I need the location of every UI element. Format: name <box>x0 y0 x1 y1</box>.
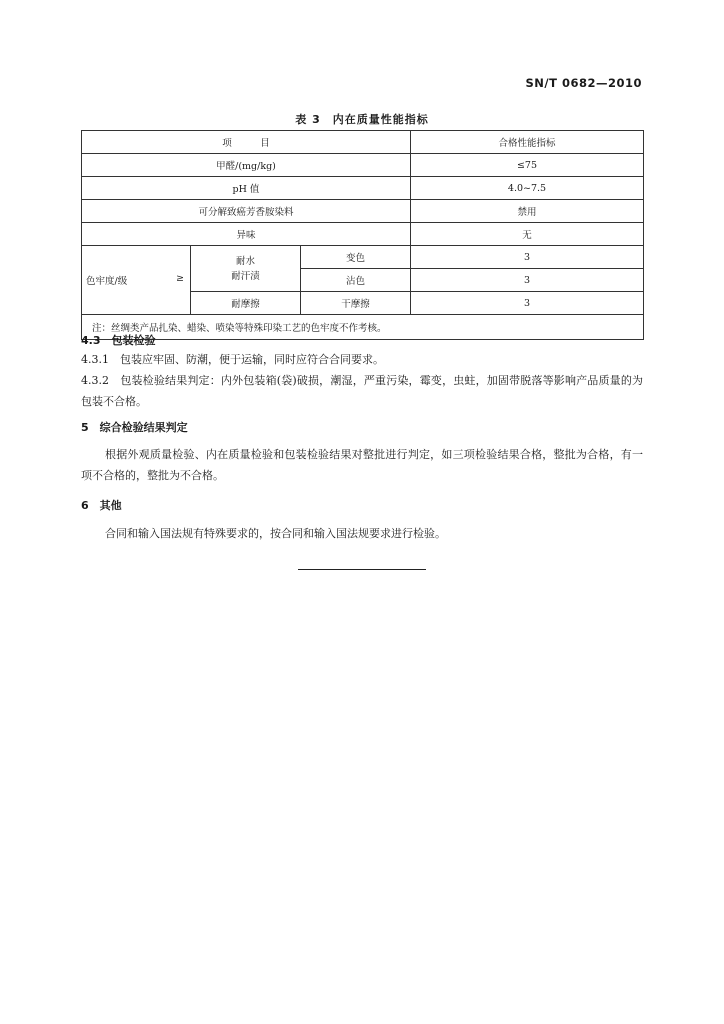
fastness-sub: 沾色 <box>301 269 411 292</box>
table-row <box>82 154 644 177</box>
table-row <box>82 177 644 200</box>
table-row <box>82 246 644 269</box>
row-value: 禁用 <box>411 200 644 223</box>
standard-number: SN/T 0682—2010 <box>525 76 642 90</box>
fastness-value: 3 <box>411 292 644 315</box>
fastness-label-cell <box>82 246 191 315</box>
fastness-label: 色牢度/级 <box>86 276 128 287</box>
row-value: 4.0~7.5 <box>411 177 644 200</box>
header-index: 合格性能指标 <box>411 131 644 154</box>
table-row <box>82 200 644 223</box>
table-row <box>82 223 644 246</box>
table-note-row <box>82 315 644 340</box>
quality-table <box>81 130 644 340</box>
table-header-row <box>82 131 644 154</box>
ge-symbol: ≥ <box>176 273 184 284</box>
header-item: 项 目 <box>82 131 411 154</box>
section-4-3-1: 4.3.1 包装应牢固、防潮，便于运输，同时应符合合同要求。 <box>81 353 384 366</box>
row-value: 无 <box>411 223 644 246</box>
row-item: 异味 <box>82 223 411 246</box>
row-item: 甲醛/(mg/kg) <box>82 154 411 177</box>
section-6-body: 合同和输入国法规有特殊要求的，按合同和输入国法规要求进行检验。 <box>105 527 446 540</box>
section-6-title: 6 其他 <box>81 499 122 512</box>
section-5-body: 根据外观质量检验、内在质量检验和包装检验结果对整批进行判定，如三项检验结果合格，整批为合格，有一项不合格的，整批为不合格。 <box>81 448 643 482</box>
section-5-title: 5 综合检验结果判定 <box>81 421 188 434</box>
row-item: 可分解致癌芳香胺染料 <box>82 200 411 223</box>
fastness-sub: 干摩擦 <box>301 292 411 315</box>
section-4-3-2: 4.3.2 包装检验结果判定：内外包装箱(袋)破损，潮湿，严重污染，霉变，虫蛀，加固带脱落等影响产品质量的为包装不合格。 <box>81 374 643 408</box>
fastness-value: 3 <box>411 246 644 269</box>
table-title: 表 3 内在质量性能指标 <box>295 113 429 126</box>
fastness-group-rub: 耐摩擦 <box>191 292 301 315</box>
section-4-3-title: 4.3 包装检验 <box>81 334 156 347</box>
fastness-sub: 变色 <box>301 246 411 269</box>
row-item: pH 值 <box>82 177 411 200</box>
end-rule <box>298 569 426 570</box>
fastness-value: 3 <box>411 269 644 292</box>
row-value: ≤75 <box>411 154 644 177</box>
fastness-group-water: 耐水 耐汗渍 <box>191 246 301 292</box>
table-note: 注：丝绸类产品扎染、蜡染、喷染等特殊印染工艺的色牢度不作考核。 <box>82 315 644 340</box>
